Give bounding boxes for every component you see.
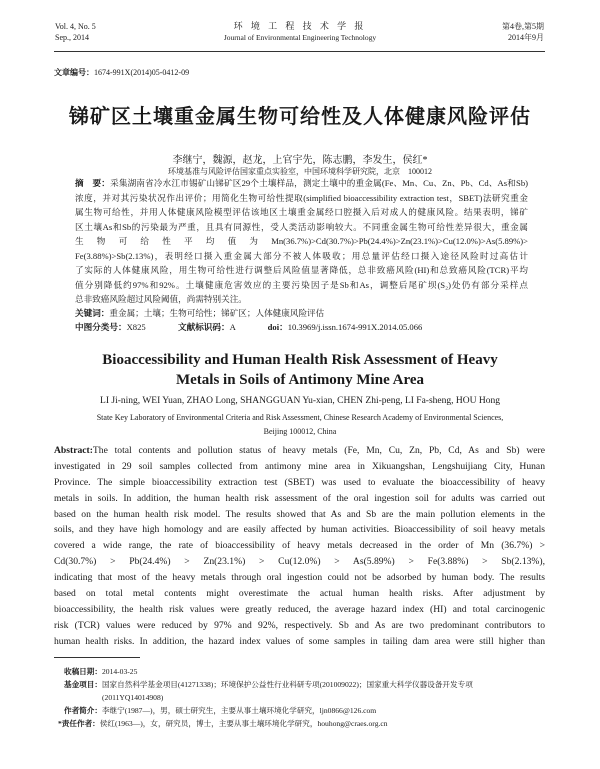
abstract-en-line: based on total metal contents might overestimate the actual human health risks. After adjustment by xyxy=(54,588,545,600)
clc-value: X825 xyxy=(126,322,146,332)
abstract-cn-line: 总非致癌风险超过风险阈值，尚需特别关注。 xyxy=(75,294,247,304)
abstract-cn-label: 摘 要： xyxy=(75,178,111,188)
classification-row xyxy=(75,320,535,335)
abstract-en-line: metals in soils. In addition, the human health risk assessment of the oral ingestion soil for adults was carried out xyxy=(54,492,545,504)
keywords-cn xyxy=(75,306,324,321)
fund-label: 基金项目： xyxy=(64,680,102,689)
abstract-cn-line: 浓度，并对其污染状况作出评价；用简化生物可给性提取(simplified bioaccessibility extraction test，SBET)法研究重金 xyxy=(75,192,528,203)
abstract-en-line: bioaccessibility, the health risk values were greatly reduced, the average hazard index (HI) and total carcinogenic xyxy=(54,603,545,615)
abstract-en-label: Abstract: xyxy=(54,445,93,456)
footnote-author xyxy=(64,704,545,717)
affiliation-cn: 环境基准与风险评估国家重点实验室，中国环境科学研究院，北京 100012 xyxy=(168,167,432,176)
abstract-cn-line: Fe(3.88%)>Sb(2.13%)，表明经口摄入重金属大部分不被人体吸收；用总量评估经口摄入途径风险时过高估计 xyxy=(75,250,528,261)
clc-label: 中图分类号： xyxy=(75,322,127,332)
abstract-cn-line: 生物可给性平均值为Mn(36.7%)>Cd(30.7%)>Pb(24.4%)>Zn(23.1%)>Cu(12.0%)>As(5.89%)> xyxy=(75,236,528,246)
doc-code-label: 文献标识码： xyxy=(178,322,230,332)
article-number xyxy=(54,67,189,78)
date-en: Sep., 2014 xyxy=(55,33,89,42)
abstract-cn xyxy=(75,176,528,307)
author-value: 李继宁(1987—)，男，硕士研究生，主要从事土壤环境化学研究，ljn0866@126.com xyxy=(101,706,377,715)
keywords-label: 关键词： xyxy=(75,308,110,318)
fund-value-cont: (2011YQ14014908) xyxy=(102,693,164,702)
doc-code-value: A xyxy=(229,322,236,332)
abstract-en-line: Province. The simple bioaccessibility extraction test (SBET) was used to evaluate the bioaccessibility of heavy xyxy=(54,476,545,488)
abstract-en-line: indicating that most of the heavy metals through oral ingestion could not be adsorbed by human body. The results xyxy=(54,572,545,584)
corresponding-label: *责任作者： xyxy=(58,719,100,728)
abstract-cn-line: 区土壤As和Sb的污染最为严重，且具有同源性，受人类活动影响较大。不同重金属生物可给性差异很大，重金属 xyxy=(75,221,528,232)
corresponding-value: 侯红(1963—)，女，研究员，博士，主要从事土壤环境化学研究，houhong@craes.org.cn xyxy=(99,719,388,728)
title-en-line: Bioaccessibility and Human Health Risk Assessment of Heavy xyxy=(102,352,498,368)
fund-value: 国家自然科学基金项目(41271338)；环境保护公益性行业科研专项(201009022)；国家重大科学仪器设备开发专项 xyxy=(101,680,473,689)
affiliation-en xyxy=(0,411,600,439)
abstract-cn-line: 采集湖南省冷水江市锡矿山锑矿区29个土壤样品，测定土壤中的重金属(Fe、Mn、Cu、Zn、Pb、Cd、As和Sb) xyxy=(110,178,528,188)
journal-name-en: Journal of Environmental Engineering Technology xyxy=(223,33,377,42)
journal-name-cn: 环 境 工 程 技 术 学 报 xyxy=(233,21,367,31)
article-number-label: 文章编号： xyxy=(54,68,94,77)
authors-cn: 李继宁，魏源，赵龙，上官宇先，陈志鹏，李发生，侯红* xyxy=(172,155,428,166)
author-label: 作者简介： xyxy=(64,706,102,715)
abstract-en-line: risk (TCR) values were reduced by 97% and 92%, respectively. Sb and As are two predominant contributors to xyxy=(54,619,545,631)
abstract-cn-line: 了实际的人体健康风险，用生物可给性进行调整后风险值显著降低，总非致癌风险(HI)和总致癌风险(TCR)平均 xyxy=(75,265,528,275)
title-en xyxy=(0,350,600,390)
abstract-en-line: based on the human health risk model. The results showed that As and Sb are the main pollution elements in the xyxy=(54,508,545,520)
abstract-cn-line: 值分别降低约97%和92%。土壤健康危害效应的主要污染因子是Sb和As，调整后尾矿坝(S₂)处仍有部分采样点 xyxy=(75,279,528,290)
abstract-en-line: soils, and they have high homology and are easily affected by human activities. Bioaccessibility of soil heavy metals xyxy=(54,524,545,536)
volume-cn: 第4卷,第5期 xyxy=(502,22,544,31)
doi-value: 10.3969/j.issn.1674-991X.2014.05.066 xyxy=(287,322,423,332)
doi-label: doi： xyxy=(267,322,288,332)
abstract-en-line: covered a wide range, the rate of bioaccessibility of heavy metals decreased in the order of Mn (36.7%) > xyxy=(54,540,545,552)
keywords-value: 重金属；土壤；生物可给性；锑矿区；人体健康风险评估 xyxy=(109,308,325,318)
footnote-rule xyxy=(54,657,140,658)
affiliation-en-line: Beijing 100012, China xyxy=(263,427,337,436)
header-rule xyxy=(54,51,545,52)
footnote-received xyxy=(64,665,545,678)
authors-en: LI Ji-ning, WEI Yuan, ZHAO Long, SHANGGUAN Yu-xian, CHEN Zhi-peng, LI Fa-sheng, HOU Hong xyxy=(100,396,500,406)
title-en-line: Metals in Soils of Antimony Mine Area xyxy=(175,372,425,388)
abstract-en-line: investigated in 29 soil samples collected from antimony mine area in Xikuangshan, Lengshuijiang City, Hunan xyxy=(54,460,545,472)
abstract-en-line: The total contents and pollution status of heavy metals (Fe, Mn, Cu, Zn, Pb, Cd, As and Sb) were xyxy=(92,445,545,456)
footnote-corresponding xyxy=(58,717,545,730)
footnote-fund xyxy=(64,678,545,691)
abstract-en-line: Cd(30.7%) > Pb(24.4%) > Zn(23.1%) > Cu(12.0%) > As(5.89%) > Fe(3.88%) > Sb(2.13%), xyxy=(54,556,545,568)
abstract-en xyxy=(54,443,545,650)
abstract-en-line: human health risks. In addition, the hazard index values of some samples in tailing dam area were still higher than xyxy=(54,635,545,647)
affiliation-en-line: State Key Laboratory of Environmental Criteria and Risk Assessment, Chinese Research Academy of Environmental Sciences, xyxy=(96,413,504,422)
abstract-cn-line: 属生物可给性，并用人体健康风险模型评估该地区土壤重金属经口腔摄入后对成人的健康风险。结果表明，锑矿 xyxy=(75,207,528,217)
date-cn: 2014年9月 xyxy=(508,33,544,42)
received-label: 收稿日期： xyxy=(64,667,102,676)
footnotes xyxy=(58,665,545,730)
volume-en: Vol. 4, No. 5 xyxy=(55,22,96,31)
article-number-value: 1674-991X(2014)05-0412-09 xyxy=(94,68,190,77)
received-value: 2014-03-25 xyxy=(101,667,138,676)
title-cn: 锑矿区土壤重金属生物可给性及人体健康风险评估 xyxy=(69,104,531,128)
